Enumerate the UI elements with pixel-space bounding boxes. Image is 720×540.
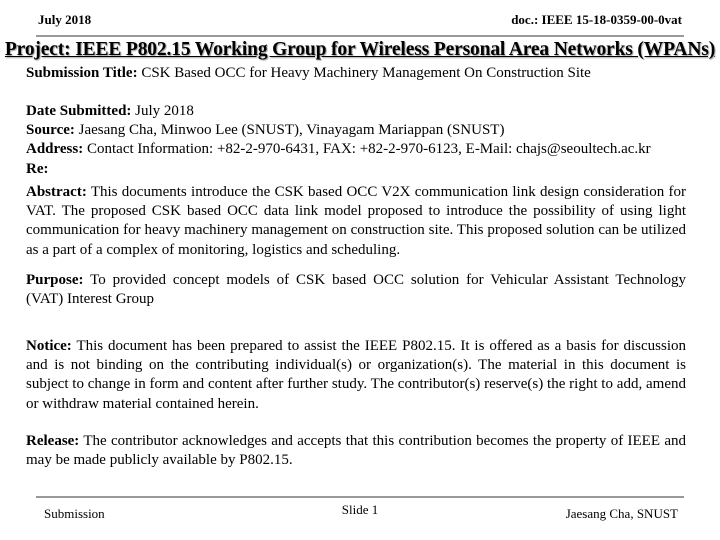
purpose-section	[26, 271, 686, 309]
footer-divider	[36, 496, 684, 498]
header-doc-id: doc.: IEEE 15-18-0359-00-0vat	[511, 12, 682, 27]
release-text: The contributor acknowledges and accepts that this contribution becomes the property of IEEE and may be made publicly available by P802.15.	[26, 433, 686, 469]
purpose-text: To provided concept models of CSK based OCC solution for Vehicular Assistant Technology (VAT) Interest Group	[26, 272, 686, 308]
date-submitted-field	[26, 102, 686, 121]
re-field	[26, 160, 686, 179]
notice-section	[26, 337, 686, 414]
source-value: Jaesang Cha, Minwoo Lee (SNUST), Vinayagam Mariappan (SNUST)	[74, 122, 505, 139]
notice-label: Notice:	[26, 338, 72, 354]
release-label: Release:	[26, 433, 80, 449]
abstract-section	[26, 183, 686, 260]
meta-fields	[26, 102, 686, 179]
footer-submission: Submission	[44, 506, 105, 521]
submission-title-field	[26, 64, 686, 83]
source-label: Source:	[26, 122, 75, 139]
footer-author: Jaesang Cha, SNUST	[565, 506, 678, 521]
notice-text: This document has been prepared to assist the IEEE P802.15. It is offered as a basis for discussion and is not binding on the contributing individual(s) or organization(s). The material in this document is subject to change in form and content after further study. The contributor(s) reserve(s) the right to add, amend or withdraw material contained herein.	[26, 338, 686, 412]
submission-title-label: Submission Title:	[26, 65, 138, 81]
header-date: July 2018	[38, 12, 92, 27]
project-title: Project: IEEE P802.15 Working Group for Wireless Personal Area Networks (WPANs)	[4, 39, 716, 60]
abstract-label: Abstract:	[26, 184, 87, 200]
address-label: Address:	[26, 141, 84, 158]
release-section	[26, 432, 686, 470]
source-field	[26, 121, 686, 140]
footer-slide-number: Slide 1	[341, 502, 379, 517]
header-divider	[36, 35, 684, 37]
date-submitted-label: Date Submitted:	[26, 103, 132, 119]
submission-title-value: CSK Based OCC for Heavy Machinery Management On Construction Site	[137, 65, 591, 81]
purpose-label: Purpose:	[26, 272, 84, 288]
address-value: Contact Information: +82-2-970-6431, FAX: +82-2-970-6123, E-Mail: chajs@seoultech.ac.kr	[83, 141, 651, 158]
submission-info	[26, 64, 686, 83]
date-submitted-value: July 2018	[131, 103, 194, 119]
re-label: Re:	[26, 160, 49, 177]
address-field	[26, 140, 686, 159]
abstract-text: This documents introduce the CSK based OCC V2X communication link design consideration for VAT. The proposed CSK based OCC data link model proposed to introduce the possibility of using light communication for heavy machinery management on construction site. This proposed solution can be utilized as a part of a complex of monitoring, logistics and scheduling.	[26, 184, 686, 258]
